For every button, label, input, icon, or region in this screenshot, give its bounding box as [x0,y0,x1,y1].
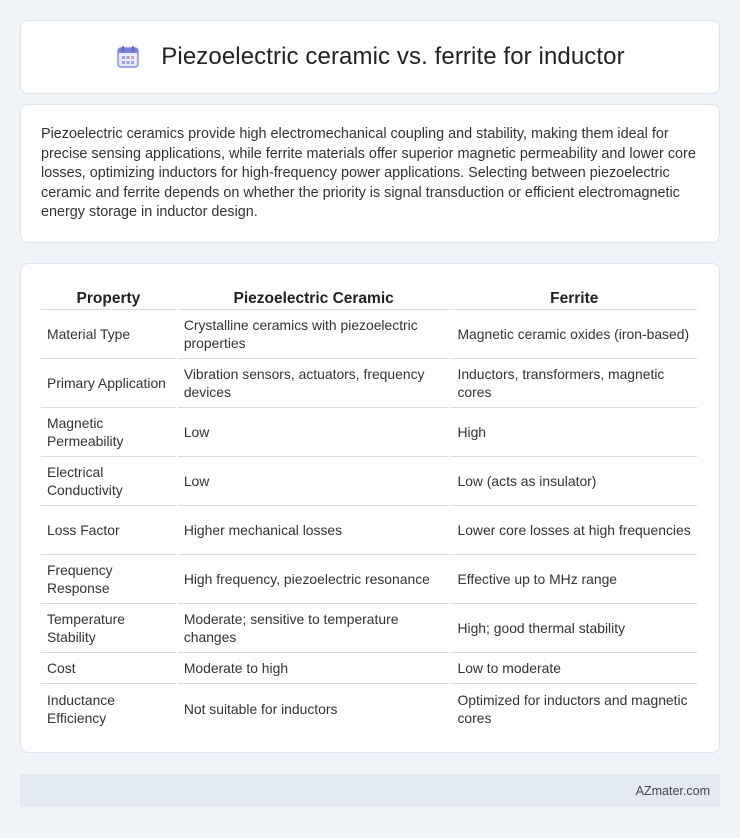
property-cell: Frequency Response [41,555,176,604]
piezoelectric-cell: Crystalline ceramics with piezoelectric properties [178,310,450,359]
property-cell: Electrical Conductivity [41,457,176,506]
property-cell: Cost [41,653,176,684]
intro-card [20,104,720,243]
table-row [41,555,697,604]
ferrite-cell: High; good thermal stability [451,604,697,653]
table-row [41,359,697,408]
property-cell: Material Type [41,310,176,359]
table-row [41,653,697,684]
ferrite-cell: Optimized for inductors and magnetic cores [457,691,688,726]
property-cell: Temperature Stability [41,604,176,653]
column-header-property: Property [41,284,176,310]
ferrite-cell: Effective up to MHz range [451,555,697,604]
piezoelectric-cell: Not suitable for inductors [183,700,338,717]
table-row [41,457,697,506]
piezoelectric-cell: Vibration sensors, actuators, frequency devices [178,359,450,408]
piezoelectric-cell: High frequency, piezoelectric resonance [178,555,450,604]
ferrite-cell: Inductors, transformers, magnetic cores [451,359,697,408]
column-header-ferrite: Ferrite [451,284,697,310]
piezoelectric-cell: Higher mechanical losses [178,506,450,555]
property-cell: Magnetic Permeability [41,408,176,457]
ferrite-cell: Magnetic ceramic oxides (iron-based) [451,310,697,359]
comparison-card [20,263,720,753]
piezoelectric-cell: Low [178,408,450,457]
ferrite-cell: Lower core losses at high frequencies [451,506,697,555]
property-cell: Inductance Efficiency [47,691,115,726]
footer-brand-link[interactable]: AZmater.com [635,783,710,798]
piezoelectric-cell: Moderate; sensitive to temperature changes [178,604,450,653]
property-cell: Loss Factor [41,506,176,555]
page-title: Piezoelectric ceramic vs. ferrite for inductor [161,43,625,70]
table-row [41,684,697,733]
property-cell: Primary Application [41,359,176,408]
intro-paragraph: Piezoelectric ceramics provide high electromechanical coupling and stability, making them ideal for precise sensing applications, while ferrite materials offer superior magnetic permeability and lower core losses, optimizing inductors for high-frequency power applications. Selecting between piezoelectric ceramic and ferrite depends on whether the priority is signal transduction or efficient electromagnetic energy storage in inductor design. [41,126,696,221]
table-header-row [41,284,697,310]
table-row [41,408,697,457]
table-row [41,506,697,555]
title-card [20,20,720,94]
column-header-piezoelectric: Piezoelectric Ceramic [178,284,450,310]
piezoelectric-cell: Moderate to high [178,653,450,684]
comparison-table [39,284,699,733]
ferrite-cell: High [451,408,697,457]
calendar-icon [115,44,141,70]
table-row [41,604,697,653]
table-row [41,310,697,359]
footer-bar [20,774,720,807]
piezoelectric-cell: Low [178,457,450,506]
ferrite-cell: Low to moderate [451,653,697,684]
ferrite-cell: Low (acts as insulator) [451,457,697,506]
